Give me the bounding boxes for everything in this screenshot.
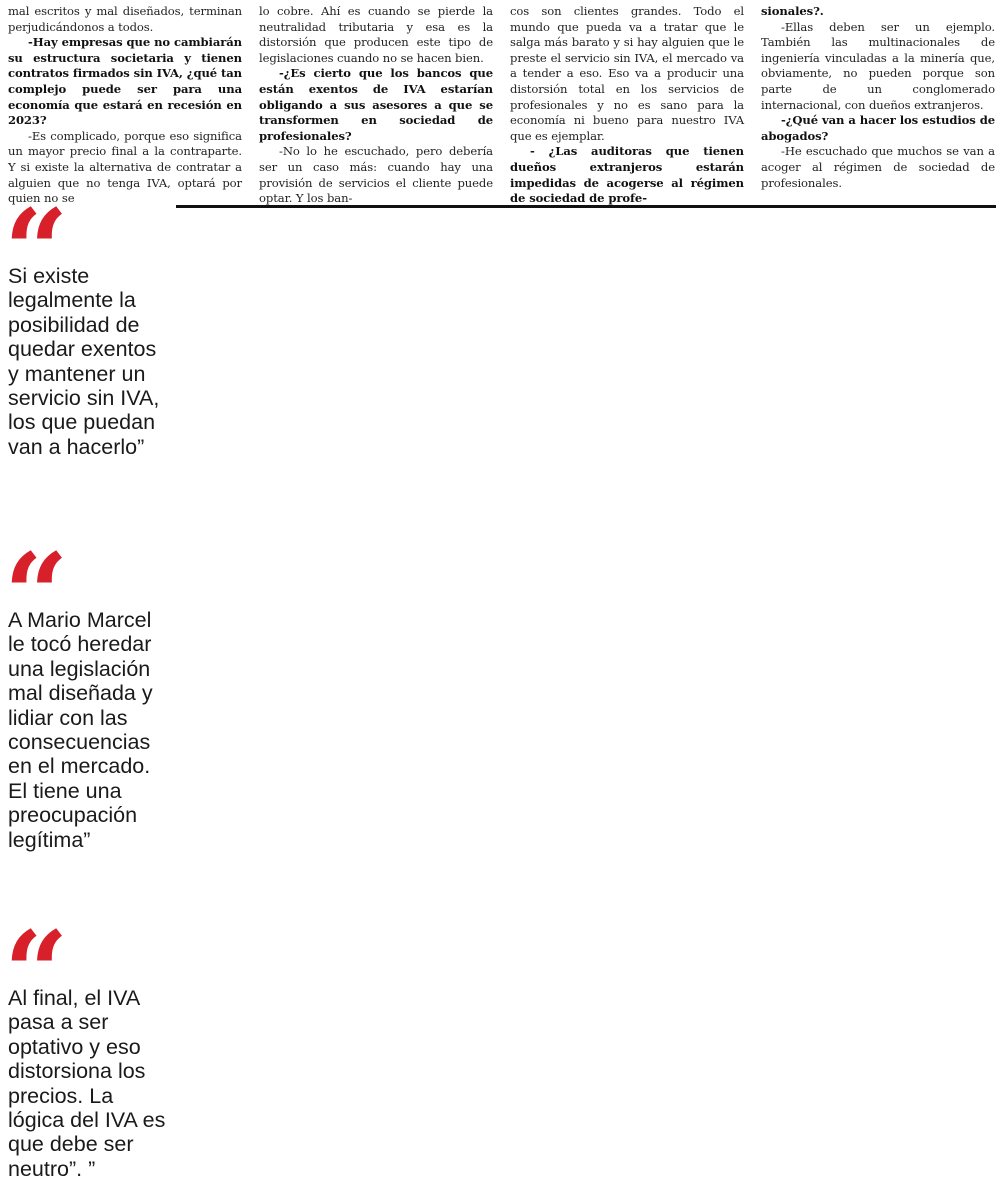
pull-quote-text: Al final, el IVA pasa a ser optativo y eso distorsiona los precios. La lógica del IVA es que debe ser neutro”. ”: [8, 986, 166, 1181]
quote-mark-icon: [4, 206, 168, 264]
section-divider: [176, 205, 996, 208]
interview-question: - ¿Las auditoras que tienen dueños extranjeros estarán impedidas de acogerse al régimen de sociedad de profe-: [510, 144, 744, 206]
column-paragraph: cos son clientes grandes. Todo el mundo que pueda va a tratar que le salga más barato y si hay alguien que le preste el servicio sin IVA, el mercado va a tender a eso. Eso va a producir una distorsión total en los servicios de profesionales y no es sano para la economía ni bueno para nuestro IVA que es ejemplar.: [510, 4, 744, 143]
interview-answer: -He escuchado que muchos se van a acoger al régimen de sociedad de profesionales.: [761, 144, 995, 190]
pull-quote-text: A Mario Marcel le tocó heredar una legislación mal diseñada y lidiar con las consecuencias en el mercado. El tiene una preocupación legítima”: [8, 608, 153, 852]
pull-quote-text: Si existe legalmente la posibilidad de quedar exentos y mantener un servicio sin IVA, los que puedan van a hacerlo”: [8, 264, 160, 459]
quote-mark-icon: [4, 928, 168, 986]
interview-question: -¿Qué van a hacer los estudios de abogados?: [761, 113, 995, 143]
article-column-3: [510, 4, 744, 207]
column-paragraph: lo cobre. Ahí es cuando se pierde la neutralidad tributaria y esa es la distorsión que producen este tipo de legislaciones cuando no se hacen bien.: [259, 4, 493, 65]
article-column-1: [8, 4, 242, 207]
interview-answer: -Ellas deben ser un ejemplo. También las multinacionales de ingeniería vinculadas a la minería que, obviamente, no pueden porque son parte de un conglomerado internacional, con dueños extranjeros.: [761, 19, 995, 112]
interview-question: -Hay empresas que no cambiarán su estructura societaria y tienen contratos firmados sin IVA, ¿qué tan complejo puede ser para una economía que estará en recesión en 2023?: [8, 35, 242, 128]
interview-question: sionales?.: [761, 4, 824, 18]
quote-mark-icon: [4, 550, 168, 608]
pull-quote-2: [8, 550, 168, 852]
interview-answer: -Es complicado, porque eso significa un mayor precio final a la contraparte. Y si existe la alternativa de contratar a alguien que no tenga IVA, optará por quien no se: [8, 128, 242, 206]
article-column-4: [761, 4, 995, 191]
interview-answer: -No lo he escuchado, pero debería ser un caso más: cuando hay una provisión de servicios el cliente puede optar. Y los ban-: [259, 144, 493, 206]
pull-quote-3: [8, 928, 168, 1181]
column-paragraph: mal escritos y mal diseñados, terminan perjudicándonos a todos.: [8, 4, 242, 34]
interview-question: -¿Es cierto que los bancos que están exentos de IVA estarían obligando a sus asesores a que se transformen en sociedad de profesionales?: [259, 66, 493, 143]
pull-quote-1: [8, 206, 168, 459]
article-column-2: [259, 4, 493, 207]
